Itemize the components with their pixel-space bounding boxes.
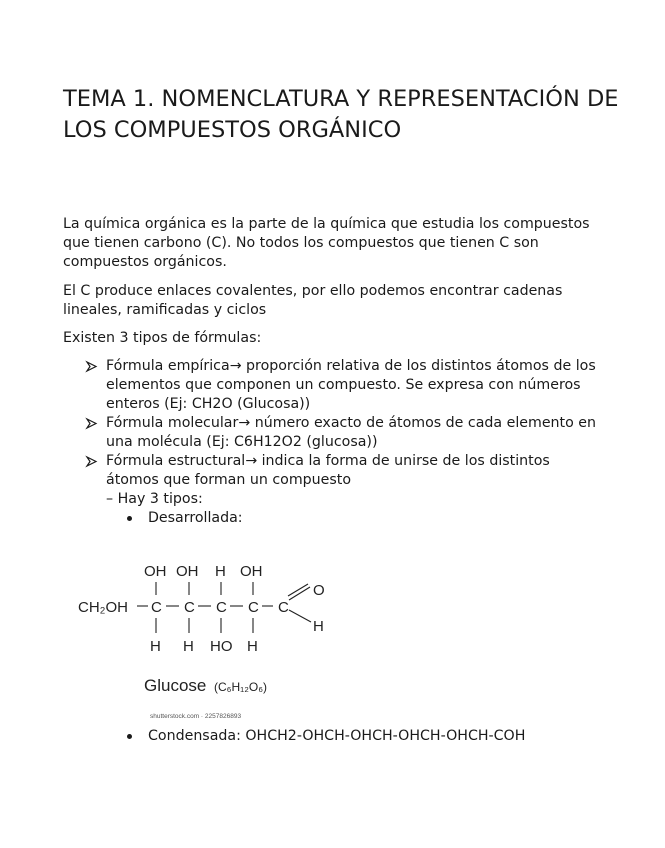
condensed-formula-text: Condensada: OHCH2-OHCH-OHCH-OHCH-OHCH-COH	[148, 728, 526, 744]
formula-list	[85, 357, 605, 528]
formula-types-intro: Existen 3 tipos de fórmulas:	[63, 330, 262, 346]
carbon-5: C	[278, 599, 289, 616]
empirical-text: Fórmula empírica→ proporción relativa de los distintos átomos de los elementos que componen un compuesto. Se expresa con números enteros (Ej: CH2O (Glucosa))	[106, 358, 596, 412]
page-title: TEMA 1. NOMENCLATURA Y REPRESENTACIÓN DE LOS COMPUESTOS ORGÁNICO	[63, 86, 619, 143]
carbon-4: C	[248, 599, 259, 616]
list-item-condensed	[106, 727, 665, 746]
carbon-2: C	[184, 599, 195, 616]
top-group-4: OH	[240, 563, 263, 580]
glucose-structure-figure	[70, 555, 370, 725]
list-item-developed	[106, 509, 605, 528]
top-group-2: OH	[176, 563, 199, 580]
list-item-molecular	[85, 414, 605, 452]
aldehyde-oxygen: O	[313, 582, 325, 599]
arrowhead-bullet-icon	[85, 452, 99, 471]
top-group-3: H	[215, 563, 226, 580]
bottom-group-3: HO	[210, 638, 233, 655]
arrowhead-bullet-icon	[85, 414, 99, 433]
left-group: CH₂OH	[78, 599, 128, 616]
arrowhead-bullet-icon	[85, 357, 99, 376]
bottom-group-1: H	[150, 638, 161, 655]
structural-text: Fórmula estructural→ indica la forma de unirse de los distintos átomos que forman un compuesto	[106, 453, 550, 488]
molecular-text: Fórmula molecular→ número exacto de átomos de cada elemento en una molécula (Ej: C6H12O2 (glucosa))	[106, 415, 597, 450]
list-item-empirical	[85, 357, 605, 414]
bullet-dot-icon	[127, 734, 132, 739]
bottom-group-2: H	[183, 638, 194, 655]
carbon-3: C	[216, 599, 227, 616]
developed-label: Desarrollada:	[148, 510, 243, 526]
caption-name: Glucose	[144, 676, 207, 695]
caption-formula: (C₆H₁₂O₆)	[214, 680, 268, 694]
bonds-paragraph: El C produce enlaces covalentes, por ello podemos encontrar cadenas lineales, ramificadas y ciclos	[63, 283, 563, 318]
bottom-group-4: H	[247, 638, 258, 655]
aldehyde-hydrogen: H	[313, 618, 324, 635]
bullet-dot-icon	[127, 516, 132, 521]
structural-types-list	[106, 509, 605, 528]
top-group-1: OH	[144, 563, 167, 580]
structural-subtypes-line: – Hay 3 tipos:	[106, 491, 203, 507]
list-item-structural	[85, 452, 605, 528]
carbon-1: C	[151, 599, 162, 616]
watermark-text: shutterstock.com · 2257826893	[150, 713, 242, 720]
intro-paragraph: La química orgánica es la parte de la química que estudia los compuestos que tienen carbono (C). No todos los compuestos que tienen C son compuestos orgánicos.	[63, 216, 590, 270]
